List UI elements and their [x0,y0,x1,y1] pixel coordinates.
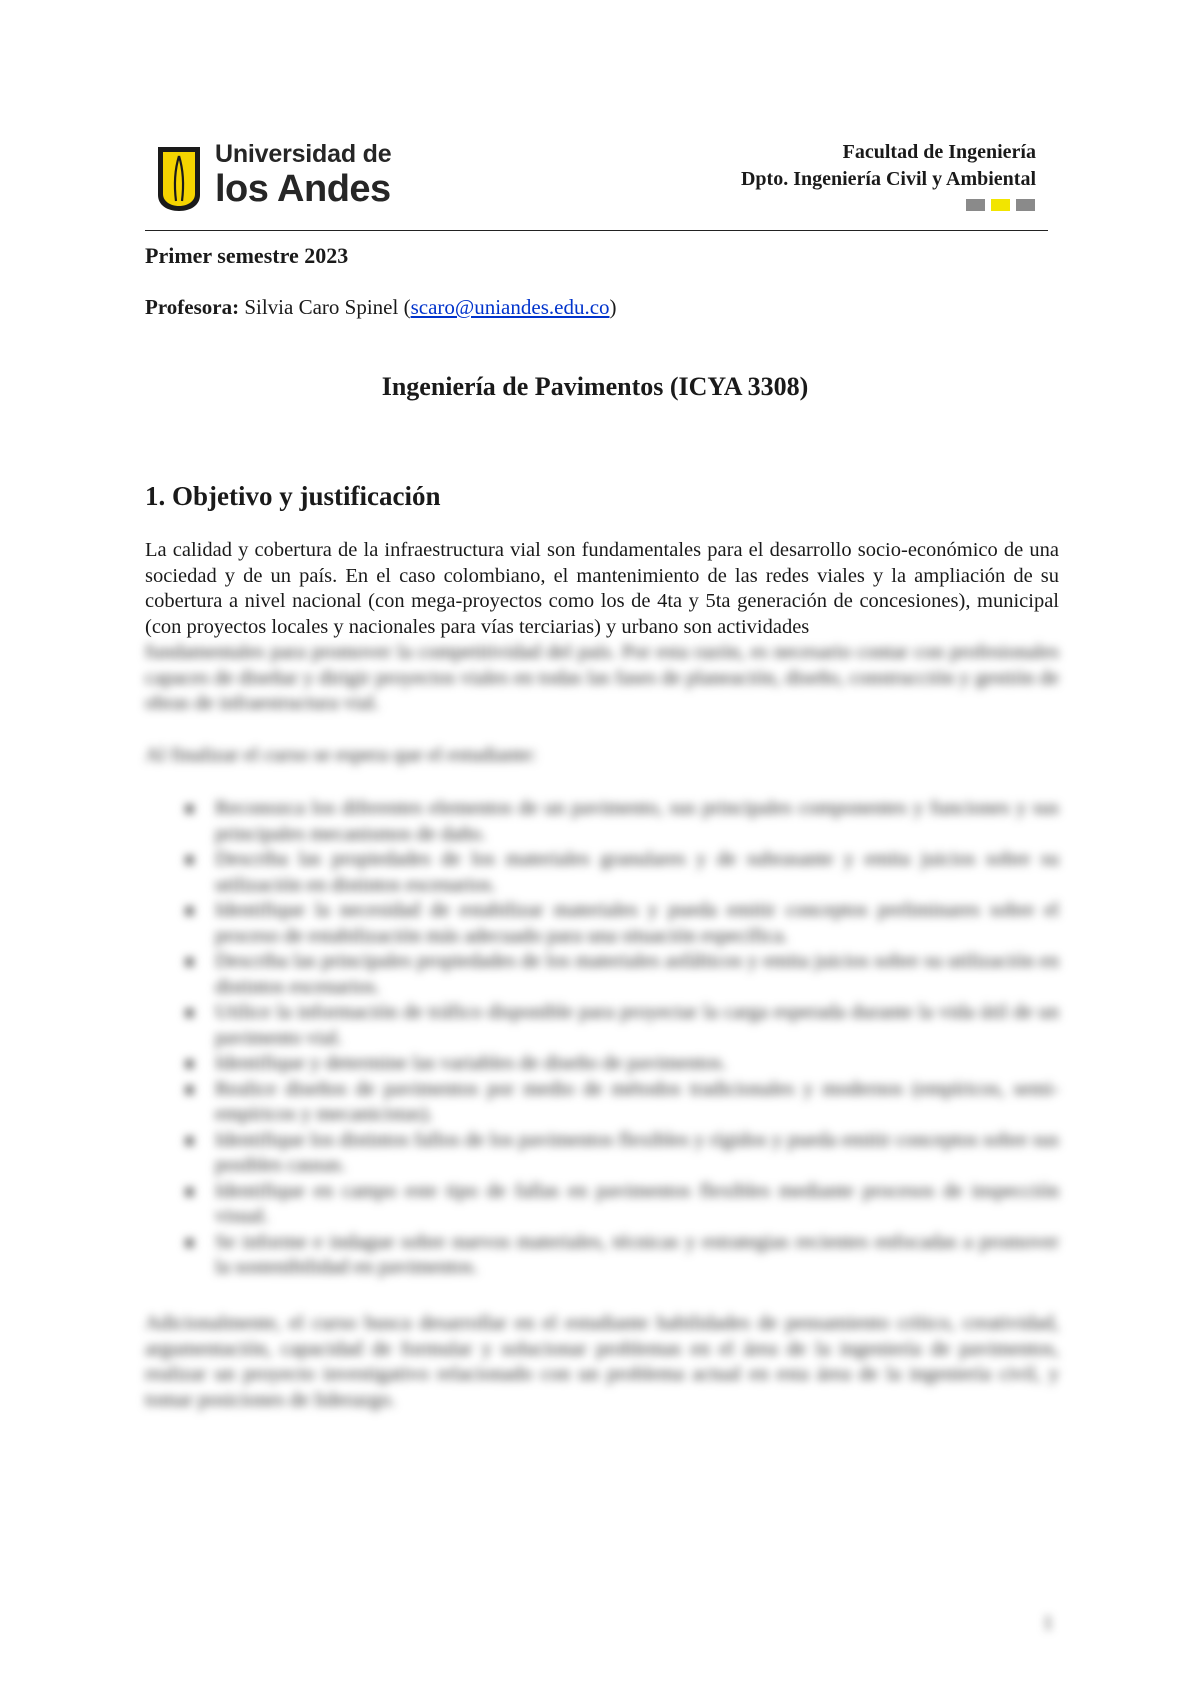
page-number: 1 [1043,1612,1053,1634]
bullet-icon [186,805,193,813]
department-name: Dpto. Ingeniería Civil y Ambiental [740,168,1036,190]
email-close-paren: ) [609,295,617,319]
bullet-icon [186,1086,193,1094]
decorative-squares [966,199,1035,211]
bullet-icon [186,856,193,864]
list-item: Realice diseños de pavimentos por medio de métodos tradicionales y modernos (empíricos, semi-empíricos y mecanicistas). [186,1077,1059,1128]
bullet-icon [186,1009,193,1017]
bullet-icon [186,958,193,966]
objectives-intro: Al finalizar el curso se espera que el estudiante: [145,744,537,766]
semester: Primer semestre 2023 [145,243,349,268]
logo-line1: Universidad de [215,140,392,168]
list-item: Identifique en campo este tipo de fallas en pavimentos flexibles mediante procesos de inspección visual. [186,1179,1059,1230]
bullet-icon [186,1239,193,1247]
professor-email-link[interactable]: scaro@uniandes.edu.co [410,295,610,319]
list-item: Identifique la necesidad de estabilizar materiales y pueda emitir conceptos preliminares sobre el proceso de estabilización más adecuado para una situación específica. [186,898,1059,949]
course-title: Ingeniería de Pavimentos (ICYA 3308) [381,372,809,401]
faculty-name: Facultad de Ingeniería [842,141,1036,163]
paragraph-visible-text: La calidad y cobertura de la infraestructura vial son fundamentales para el desarrollo socio-económico de una sociedad y de un país. En el caso colombiano, el mantenimiento de las redes viales y la ampliación de su cobertura a nivel nacional (con mega-proyectos como los de 4ta y 5ta generación de concesiones), municipal (con proyectos locales y nacionales para vías terciarias) y urbano son actividades [145,539,1059,638]
paragraph-blurred-text: fundamentales para promover la competitividad del país. Por esta razón, es necesario contar con profesionales capaces de diseñar y dirigir proyectos viales en todas las fases de planeación, diseño, construcción y gestión de obras de infraestructura vial. [145,641,1059,714]
square-gray-right [1016,199,1035,211]
logo-emblem-icon [155,145,203,213]
list-item: Describa las principales propiedades de los materiales asfálticos y emita juicios sobre su utilización en distintos escenarios. [186,949,1059,1000]
list-item: Se informe e indague sobre nuevos materiales, técnicas y estrategias recientes enfocadas a promover la sostenibilidad en pavimentos. [186,1230,1059,1281]
list-item: Identifique los distintos fallos de los pavimentos flexibles y rígidos y pueda emitir conceptos sobre sus posibles causas. [186,1128,1059,1179]
email-open-paren: ( [403,295,411,319]
list-item: Utilice la información de tráfico disponible para proyectar la carga esperada durante la vida útil de un pavimento vial. [186,1000,1059,1051]
header-divider [145,230,1048,231]
faculty-block [741,139,1036,193]
list-item: Reconozca los diferentes elementos de un pavimento, sus principales componentes y funciones y sus principales mecanismos de daño. [186,796,1059,847]
professor-line [145,295,617,320]
square-gray-left [966,199,985,211]
bullet-icon [186,1137,193,1145]
list-item: Describa las propiedades de los materiales granulares y de subrasante y emita juicios sobre su utilización en distintos escenarios. [186,847,1059,898]
objectives-list [186,796,1059,1281]
bullet-icon [186,1060,193,1068]
closing-paragraph [145,1311,1059,1413]
logo-line2: los Andes [215,168,391,210]
closing-text: Adicionalmente, el curso busca desarrollar en el estudiante habilidades de pensamiento crítico, creatividad, argumentación, capacidad de formular y solucionar problemas en el área de la ingeniería de pavimentos, realizar un proyecto investigativo relacionado con un problema actual en esta área de la ingeniería civil, y tomar posiciones de liderazgo. [145,1312,1059,1411]
professor-label: Profesora: [145,295,240,319]
bullet-icon [186,1188,193,1196]
list-item: Identifique y determine las variables de diseño de pavimentos. [186,1051,1059,1077]
section-title: 1. Objetivo y justificación [145,481,441,511]
square-yellow [991,199,1010,211]
justification-paragraph [145,538,1059,717]
bullet-icon [186,907,193,915]
university-logo [155,142,400,214]
logo-wordmark [215,142,391,208]
professor-name: Silvia Caro Spinel [244,295,399,319]
